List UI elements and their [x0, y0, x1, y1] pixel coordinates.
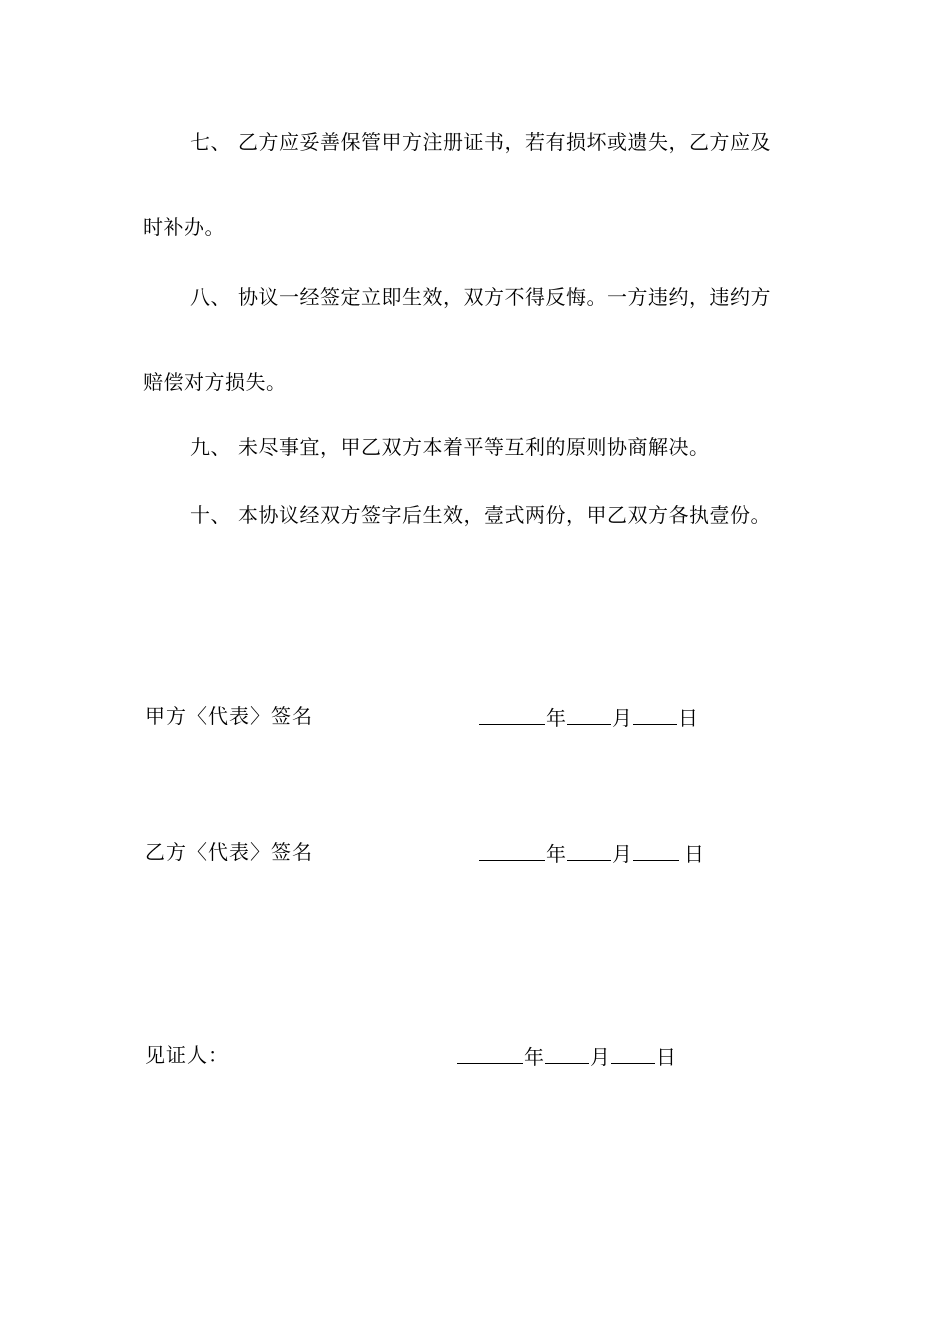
party-a-date [478, 704, 698, 730]
party-a-day-blank[interactable] [633, 704, 677, 725]
party-b-month-blank[interactable] [567, 840, 611, 861]
clause-9-line-1 [190, 435, 710, 459]
witness-signature-label: 见证人： [145, 1043, 229, 1067]
party-b-year-label: 年 [546, 842, 566, 866]
party-a-year-label: 年 [546, 706, 566, 730]
party-a-year-blank[interactable] [479, 704, 545, 725]
clause-7-number: 七、 [190, 130, 231, 154]
clause-10-text: 本协议经双方签字后生效，壹式两份，甲乙双方各执壹份。 [238, 503, 771, 527]
clause-7-line-2: 时补办。 [143, 215, 225, 239]
witness-date [456, 1043, 676, 1069]
clause-8-text: 协议一经签定立即生效，双方不得反悔。一方违约，违约方 [238, 285, 771, 309]
party-b-year-blank[interactable] [479, 840, 545, 861]
party-a-signature-label: 甲方〈代表〉签名 [145, 704, 313, 728]
witness-day-label: 日 [656, 1045, 676, 1069]
witness-month-blank[interactable] [545, 1043, 589, 1064]
party-b-signature-label: 乙方〈代表〉签名 [145, 840, 313, 864]
witness-month-label: 月 [590, 1045, 610, 1069]
party-b-month-label: 月 [612, 842, 632, 866]
witness-year-blank[interactable] [457, 1043, 523, 1064]
party-a-day-label: 日 [678, 706, 698, 730]
party-b-date [478, 840, 704, 866]
clause-7-text: 乙方应妥善保管甲方注册证书，若有损坏或遗失，乙方应及 [238, 130, 771, 154]
clause-9-number: 九、 [190, 435, 231, 459]
clause-7-line-1 [190, 130, 771, 154]
party-a-month-blank[interactable] [567, 704, 611, 725]
witness-year-label: 年 [524, 1045, 544, 1069]
clause-8-line-2: 赔偿对方损失。 [143, 370, 287, 394]
clause-10-line-1 [190, 503, 771, 527]
witness-day-blank[interactable] [611, 1043, 655, 1064]
party-b-day-blank[interactable] [633, 840, 679, 861]
party-a-month-label: 月 [612, 706, 632, 730]
clause-9-text: 未尽事宜，甲乙双方本着平等互利的原则协商解决。 [238, 435, 710, 459]
party-b-day-label: 日 [684, 842, 704, 866]
clause-8-line-1 [190, 285, 771, 309]
clause-8-number: 八、 [190, 285, 231, 309]
clause-10-number: 十、 [190, 503, 231, 527]
